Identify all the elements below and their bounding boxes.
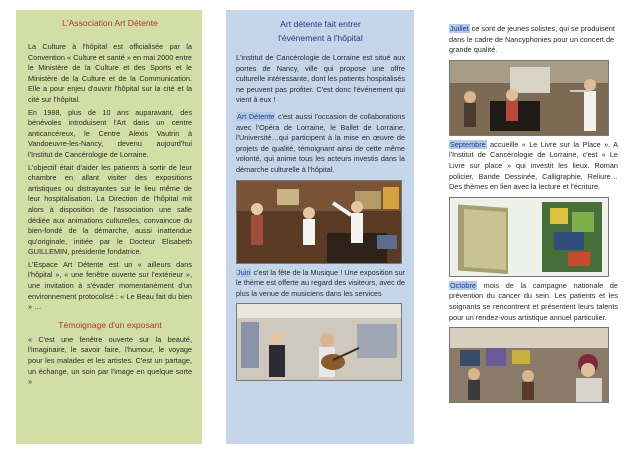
collaborations-text: c'est aussi l'occasion de collaborations avec l'Opéra de Lorraine, le Ballet de Lorraine, l'Université…qui participent à la mise en œuvre de projets de qualité, témoignant ainsi de cette même volonté, qui anime tous les acteurs investis dans la démarche culturelle à l'hôpital. <box>236 111 405 174</box>
june-text: c'est la fête de la Musique ! Une exposition sur le thème est offerte au regard des visiteurs, avec de plus la venue de musiciens dans les services <box>236 267 405 298</box>
association-title: L'Association Art Détente <box>62 18 158 28</box>
paragraph-october <box>449 281 618 323</box>
paragraph-convention: La Culture à l'hôpital est officialisée par la Convention « Culture et santé » en mai 2000 entre le Ministère de la Culture et des Sports et le Ministère de la Culture et de la Communication. Elle a pour enjeu d'ouvrir l'hôpital sur la cité et la cité sur l'hôpital. <box>28 42 192 104</box>
ballet-photo <box>236 180 402 264</box>
events-continued-panel <box>440 10 624 444</box>
paragraph-testimony: « C'est une fenêtre ouverte sur la beauté, l'imaginaire, le savoir faire, l'humour, le voyage pour les malades et les artistes. C'est un partage, un échange, un soin par l'image en quelque sorte » <box>28 334 192 387</box>
keyword-juin: Juin <box>237 267 251 277</box>
exhibition-photo <box>449 327 609 403</box>
september-text: accueille « Le Livre sur la Place ». A l'Institut de Cancérologie de Lorraine, c'est « Le Livre sur place » qui investit les lieux. Roman policier, Bande Dessinée, Calligraphie, Reliure…Des thèmes en lien avec la lecture et l'écriture. <box>449 139 618 192</box>
events-title-line2: l'événement à l'hôpital <box>278 33 363 43</box>
paragraph-june <box>236 268 405 300</box>
paragraph-objective: L'objectif était d'aider les patients à sortir de leur chambre en allant visiter des expositions artistiques ou distrayantes sur le lieu même de leur hospitalisation. La Direction de l'hôpital mit alors à disposition de l'association une salle dédiée aux animations culturelles, convaincue du bien-fondé de la démarche, aussi inattendue qu'originale, initiée par le Docteur Elisabeth GUILLEMIN, présidente fondatrice. <box>28 162 192 257</box>
july-text: ce sont de jeunes solistes, qui se produisent dans le cadre de Nancyphonies pour un concert de grande qualité. <box>449 24 615 55</box>
paragraph-space: L'Espace Art Détente est un « ailleurs dans l'hôpital », « une fenêtre ouverte sur l'extérieur », une invitation à s'évader momentanément d'un environnement protocolisé : « Le Beau fait du bien » … <box>28 259 192 312</box>
concert-photo <box>449 60 609 136</box>
events-panel <box>226 10 414 444</box>
october-text: mois de la campagne nationale de prévention du cancer du sein. Les patients et les soignants se rencontrent et présentent leurs talents pour un rendez-vous artistique annuel particulier. <box>449 280 618 322</box>
paragraph-september <box>449 140 618 193</box>
association-panel <box>16 10 202 444</box>
keyword-juillet: Juillet <box>450 24 469 33</box>
paragraph-history: En 1988, plus de 10 ans auparavant, des bénévoles introduisent l'Art dans un centre anticancéreux, le Centre Alexis Vautrin à Vandoeuvre-les-Nancy, devenu aujourd'hui l'Institut de Cancérologie de Lorraine. <box>28 107 192 159</box>
keyword-octobre: Octobre <box>450 280 476 290</box>
testimony-title: Témoignage d'un exposant <box>58 319 162 330</box>
keyword-septembre: Septembre <box>450 139 486 149</box>
paragraph-institute: L'institut de Cancérologie de Lorraine est situé aux portes de Nancy, ville qui propose une offre culturelle intéressante, dont les patients hospitalisés ne peuvent pas profiter. C'est donc l'événement qui vient à eux ! <box>236 53 405 105</box>
music-photo <box>236 303 402 381</box>
keyword-art-detente: Art Détente <box>237 111 275 121</box>
events-title-line1: Art détente fait entrer <box>280 19 361 29</box>
paragraph-july <box>449 24 618 56</box>
books-photo <box>449 197 609 277</box>
paragraph-collaborations <box>236 112 405 176</box>
